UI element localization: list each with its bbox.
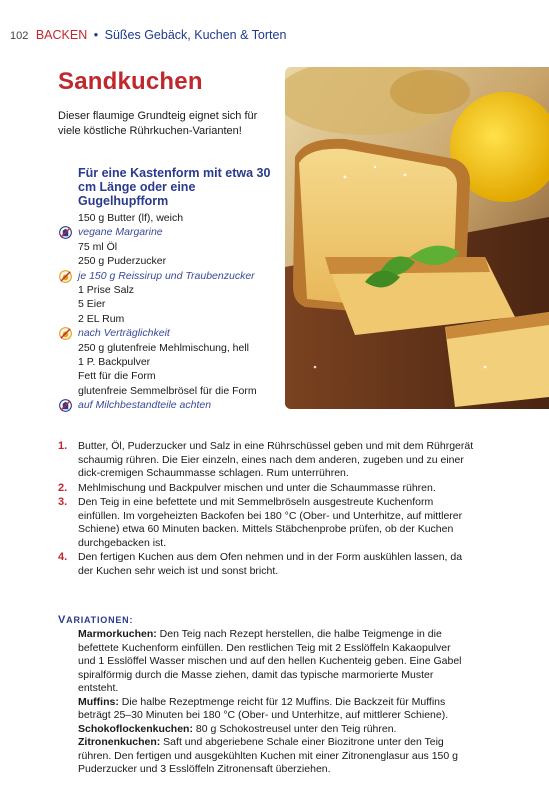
ingredient-note: je 150 g Reissirup und Traubenzucker: [78, 269, 278, 283]
variation-text: Die halbe Rezeptmenge reicht für 12 Muffins. Die Backzeit für Muffins beträgt 25–30 Minuten bei 180 °C (Ober- und Unterhitze, auf mittlerer Schiene).: [78, 695, 449, 721]
step-number: 1.: [58, 440, 68, 452]
subsection-title: Süßes Gebäck, Kuchen & Torten: [104, 28, 287, 42]
section-title: BACKEN: [35, 28, 88, 42]
variation-item: [78, 736, 468, 777]
variations-list: [78, 628, 468, 777]
step-item: [58, 482, 478, 496]
variation-name: Marmorkuchen:: [78, 628, 157, 640]
step-number: 4.: [58, 551, 68, 563]
variation-name: Zitronenkuchen:: [78, 736, 161, 748]
fructose-free-icon: [59, 327, 72, 340]
preparation-steps: [58, 440, 478, 579]
milk-free-icon: [59, 399, 72, 412]
page-number: 102: [10, 30, 29, 42]
ingredient-item: Fett für die Form: [78, 370, 156, 383]
page-header: [10, 28, 286, 42]
step-text: Mehlmischung und Backpulver mischen und unter die Schaummasse rühren.: [78, 481, 436, 494]
cake-photo-illustration: [285, 67, 549, 409]
recipe-intro: Dieser flaumige Grundteig eignet sich für viele köstliche Rührkuchen-Varianten!: [58, 110, 258, 137]
step-item: [58, 440, 478, 481]
milk-free-icon: [59, 226, 72, 239]
step-item: [58, 496, 478, 550]
step-number: 2.: [58, 481, 68, 494]
ingredient-note: nach Verträglichkeit: [78, 326, 278, 340]
ingredient-item: 1 P. Backpulver: [78, 356, 151, 369]
step-number: 3.: [58, 496, 68, 508]
step-item: [58, 551, 478, 578]
variations-heading: VARIATIONEN:: [58, 614, 134, 626]
variation-item: [78, 723, 468, 737]
ingredient-item: glutenfreie Semmelbrösel für die Form: [78, 384, 257, 397]
ingredient-note: auf Milchbestandteile achten: [78, 398, 278, 412]
fructose-free-icon: [59, 270, 72, 283]
variation-text: 80 g Schokostreusel unter den Teig rühren.: [192, 722, 397, 735]
variation-name: Schokoflockenkuchen:: [78, 722, 193, 735]
ingredient-item: 250 g Puderzucker: [78, 255, 167, 268]
header-separator: •: [93, 28, 99, 42]
ingredient-list: [78, 211, 278, 413]
variation-name: Muffins:: [78, 695, 119, 708]
variation-item: [78, 696, 468, 723]
ingredient-item: 5 Eier: [78, 298, 106, 311]
step-text: Den fertigen Kuchen aus dem Ofen nehmen und in der Form auskühlen lassen, da der Kuchen sehr weich ist und sonst bricht.: [78, 551, 463, 577]
variation-text: Saft und abgeriebene Schale einer Biozitrone unter den Teig rühren. Den fertigen und ausgekühlten Kuchen mit einer Zitronenglasur aus 150 g Puderzucker und 3 Esslöffeln Zitronensaft überziehen.: [78, 736, 458, 775]
variation-text: Den Teig nach Rezept herstellen, die halbe Teigmenge in die befettete Kuchenform einfüllen. Den restlichen Teig mit 2 Esslöffeln Kakaopulver und 1 Esslöffel Wasser mischen und auf den hellen Kuchenteig geben. Eine Gabel spiralförmig durch die Masse ziehen, damit das typische marmorierte Muster entsteht.: [78, 628, 462, 694]
cake-photo: [285, 67, 549, 409]
ingredient-item: 75 ml Öl: [78, 240, 118, 253]
ingredient-note: vegane Margarine: [78, 225, 278, 239]
ingredient-item: 1 Prise Salz: [78, 284, 135, 297]
ingredient-item: 2 EL Rum: [78, 312, 125, 325]
variation-item: [78, 628, 468, 696]
step-text: Den Teig in eine befettete und mit Semmelbröseln ausgestreute Kuchenform einfüllen. Im vorgeheizten Backofen bei 180 °C (Ober- und Unterhitze, auf mittlerer Schiene) etwa 60 Minuten backen. Mittels Stäbchenprobe prüfen, ob der Kuchen durchgebacken ist.: [78, 496, 463, 549]
ingredient-item: 250 g glutenfreie Mehlmischung, hell: [78, 341, 250, 354]
ingredients-title: Für eine Kastenform mit etwa 30 cm Länge oder eine Gugelhupfform: [78, 166, 271, 208]
step-text: Butter, Öl, Puderzucker und Salz in eine Rührschüssel geben und mit dem Rührgerät schaumig rühren. Die Eier einzeln, eines nach dem anderen, zugeben und zu einer dick-cremigen Schaummasse schlagen. Rum unterrühren.: [78, 440, 474, 479]
ingredient-item: 150 g Butter (lf), weich: [78, 212, 184, 224]
recipe-title: Sandkuchen: [58, 68, 203, 95]
